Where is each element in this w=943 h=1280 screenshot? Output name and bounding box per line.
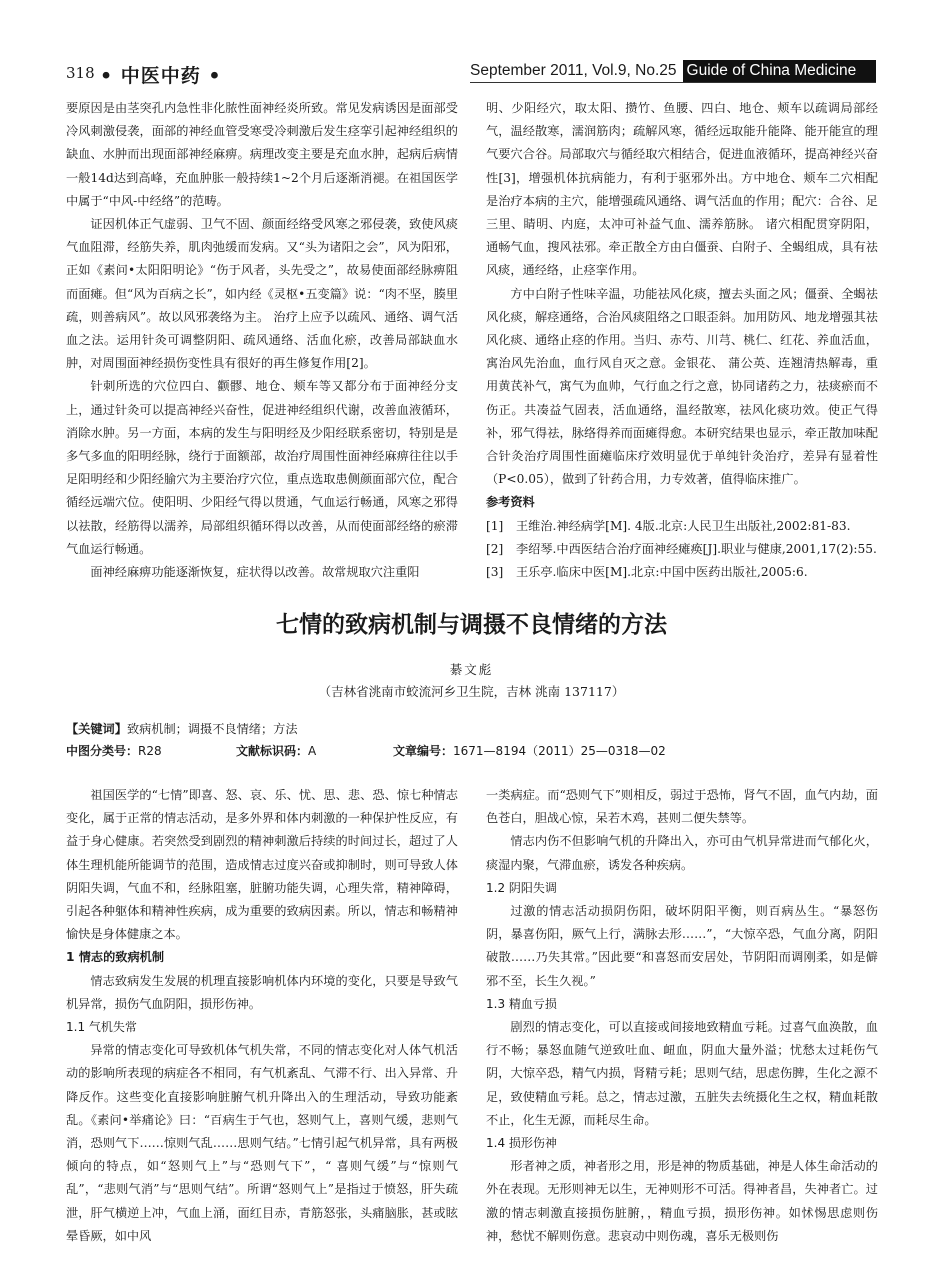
reference-number: [1] [486,518,504,533]
prev-article-left-column [66,97,458,584]
reference-item [486,515,878,538]
section-heading: 参考资料 [486,495,535,510]
paragraph: 情志内伤不但影响气机的升降出入，亦可由气机异常进而气郁化火，痰湿内聚，气滞血瘀，诱发各种疾病。 [486,834,878,872]
paragraph: 祖国医学的“七情”即喜、怒、哀、乐、忧、思、悲、恐、惊七种情志变化，属于正常的情志活动，是多外界和体内刺激的一种保护性反应，有益于身心健康。若突然受到剧烈的精神刺激后持续的时间过长，超过了人体生理机能所能调节的范围，造成情志过度兴奋或抑制时，则可导致人体阴阳失调，气血不和，经脉阻塞，脏腑功能失调，心理失常，精神障碍，引起各种躯体和精神性疾病，成为重要的致病因素。所以，情志和畅精神愉快是身体健康之本。 [66,788,458,942]
section-heading: 1 情志的致病机制 [66,950,165,965]
clc-value: R28 [138,744,162,758]
paragraph: 要原因是由茎突孔内急性非化脓性面神经炎所致。常见发病诱因是面部受冷风刺激侵袭，面部的神经血管受寒受冷刺激后发生痉挛引起神经组织的缺血、水肿而出现面部神经麻痹。病理改变主要是充血水肿，起病后病情一般14d达到高峰，充血肿胀一般持续1~2个月后逐渐消褪。在祖国医学中属于“中风-中经络”的范畴。 [66,101,458,208]
reference-text: 李绍琴.中西医结合治疗面神经瘫痪[J].职业与健康,2001,17(2):55. [516,541,877,556]
reference-item [486,561,878,584]
paragraph: 一类病症。而“恐则气下”则相反，弱过于恐怖，肾气不固，血气内劫，面色苍白，胆战心惊，呆若木鸡，甚则二便失禁等。 [486,788,878,826]
doc-code-value: A [308,744,317,758]
article-left-column [66,784,458,1248]
subsection-heading: 1.2 阴阳失调 [486,880,557,895]
subsection-heading: 1.3 精血亏损 [486,996,557,1011]
article-title: 七情的致病机制与调摄不良情绪的方法 [276,612,667,638]
clc-label: 中图分类号： [66,744,139,758]
paragraph: 剧烈的情志变化，可以直接或间接地致精血亏耗。过喜气血涣散，血行不畅；暴怒血随气逆致吐血、衄血，阴血大量外溢；忧愁太过耗伤气阴，大惊卒恐，精气内损，肾精亏耗；思则气结，思虑伤脾，生化之源不足，致使精血亏耗。总之，情志过激，五脏失去统摄化生之权，精血耗散不止，化生无源，而耗尽生命。 [486,1020,878,1127]
paragraph: 情志致病发生发展的机理直接影响机体内环境的变化，只要是导致气机异常，损伤气血阴阳，损形伤神。 [66,973,458,1011]
article-right-column [486,784,878,1248]
document-code [236,742,316,759]
paragraph: 过激的情志活动损阴伤阳，破坏阴阳平衡，则百病丛生。“暴怒伤阴，暴喜伤阳，厥气上行，满脉去形……”，“大惊卒恐，气血分离，阴阳破散……乃失其常。”因此要“和喜怒而安居处，节阴阳而调刚柔，如是僻邪不至，长生久视。” [486,904,878,988]
keywords [66,720,298,737]
issue-info: September 2011, Vol.9, No.25 [470,62,677,79]
running-header [470,60,876,83]
article-number [393,742,666,759]
keywords-text: 致病机制；调摄不良情绪；方法 [126,722,298,736]
journal-section-title: • 中医中药 • [100,65,222,87]
article-author: 綦文彪 [449,662,494,677]
reference-text: 王乐亭.临床中医[M].北京:中国中医药出版社,2005:6. [516,565,808,580]
journal-name: Guide of China Medicine [683,60,876,82]
paragraph: 面神经麻痹功能逐渐恢复，症状得以改善。故常规取穴注重阳 [90,565,420,580]
paragraph: 针刺所选的穴位四白、颧髎、地仓、颊车等又都分布于面神经分支上，通过针灸可以提高神经兴奋性，促进神经组织代谢，改善血液循环，消除水肿。另一方面，本病的发生与阳明经及少阳经联系密切，特别是是多气多血的阳明经脉，绕行于面额部，故治疗周围性面神经麻痹往往以手足阳明经和少阳经腧穴为主要治疗穴位，重点选取患侧颜面部穴位，配合循经远端穴位。使阳明、少阳经气得以贯通，气血运行畅通，风寒之邪得以祛散，经筋得以濡养，局部组织循环得以改善，从而使面部经络的瘀滞气血运行畅通。 [66,379,458,556]
article-number-label: 文章编号： [393,744,454,758]
page-number: 318 [66,64,95,82]
reference-item [486,538,878,561]
paragraph: 证因机体正气虚弱、卫气不固、颜面经络受风寒之邪侵袭，致使风痰气血阻滞，经筋失养，肌肉弛缓而发病。又“头为诸阳之会”，风为阳邪，正如《素问•太阳阳明论》“伤于风者，头先受之”，故易使面部经脉痹阻而面瘫。但“风为百病之长”，如内经《灵枢•五变篇》说：“肉不坚，腠里疏，则善病风”。故以风邪袭络为主。 治疗上应予以疏风、通络、调气活血之法。运用针灸可调整阴阳、疏风通络、活血化瘀，改善局部缺血水肿，对周围面神经损伤变性具有很好的再生修复作用[2]。 [66,217,458,371]
doc-code-label: 文献标识码： [236,744,309,758]
keywords-label: 【关键词】 [66,722,127,736]
paragraph: 异常的情志变化可导致机体气机失常，不同的情志变化对人体气机活动的影响所表现的病症各不相同，有气机紊乱、气滞不行、出入异常、升降反作。这些变化直接影响脏腑气机升降出入的生理活动，导致功能紊乱。《素问•举痛论》曰：“百病生于气也，怒则气上，喜则气缓，悲则气消，恐则气下……惊则气乱……思则气结。”七情引起气机异常，具有两极倾向的特点，如“怒则气上”与“恐则气下”，“ 喜则气缓”与“惊则气乱”，“悲则气消”与“思则气结”。所谓“怒则气上”是指过于愤怒，肝失疏泄，肝气横逆上冲，气血上涌，面红目赤，青筋怒张，头痛脑胀，甚或眩晕昏厥，如中风 [66,1043,458,1243]
reference-number: [3] [486,565,504,580]
reference-text: 王维治.神经病学[M]. 4版.北京:人民卫生出版社,2002:81-83. [516,518,851,533]
paragraph: 明、少阳经穴，取太阳、攒竹、鱼腰、四白、地仓、颊车以疏调局部经气，温经散寒，濡润筋肉；疏解风寒，循经远取能升能降、能开能宣的理气要穴合谷。局部取穴与循经取穴相结合，促进血液循环，提高神经兴奋性[3]，增强机体抗病能力，有利于驱邪外出。方中地仓、颊车二穴相配是治疗本病的主穴，能增强疏风通络、调气活血的作用；配穴：合谷、足三里、睛明、内庭，太冲可补益气血、濡养筋脉。 诸穴相配贯穿阴阳，通畅气血，搜风祛邪。牵正散全方由白僵蚕、白附子、全蝎组成，具有祛风痰，通经络，止痉挛作用。 [486,101,878,278]
paragraph: 形者神之质，神者形之用，形是神的物质基础，神是人体生命活动的外在表现。无形则神无以生，无神则形不可活。得神者昌，失神者亡。过激的情志刺激直接损伤脏腑，，精血亏损，损形伤神。如怵惕思虑则伤神，愁忧不解则伤意。悲哀动中则伤魂，喜乐无极则伤 [486,1159,878,1243]
reference-number: [2] [486,541,504,556]
subsection-heading: 1.4 损形伤神 [486,1136,557,1151]
paragraph: 方中白附子性味辛温，功能祛风化痰，擅去头面之风；僵蚕、全蝎祛风化痰，解痉通络，合治风痰阻络之口眼歪斜。加用防风、地龙增强其祛风化痰、通络止痉的作用。当归、赤芍、川芎、桃仁、红花、养血活血，寓治风先治血，血行风自灭之意。金银花、 蒲公英、连翘清热解毒，重用黄芪补气，寓气为血帅，气行血之行之意，协同诸药之力，祛痰瘀而不伤正。共凑益气固表，活血通络，温经散寒，祛风化痰功效。使正气得补，邪气得祛，脉络得养而面瘫得愈。本研究结果也显示，牵正散加味配合针灸治疗周围性面瘫临床疗效明显优于单纯针灸治疗，差异有显着性（P<0.05），做到了针药合用，力专效著，值得临床推广。 [486,286,878,487]
article-affiliation: （吉林省洮南市蛟流河乡卫生院，吉林 洮南 137117） [318,684,625,699]
prev-article-right-column [486,97,878,584]
subsection-heading: 1.1 气机失常 [66,1020,137,1035]
clc-number [66,742,162,759]
article-number-value: 1671—8194（2011）25—0318—02 [453,744,666,758]
